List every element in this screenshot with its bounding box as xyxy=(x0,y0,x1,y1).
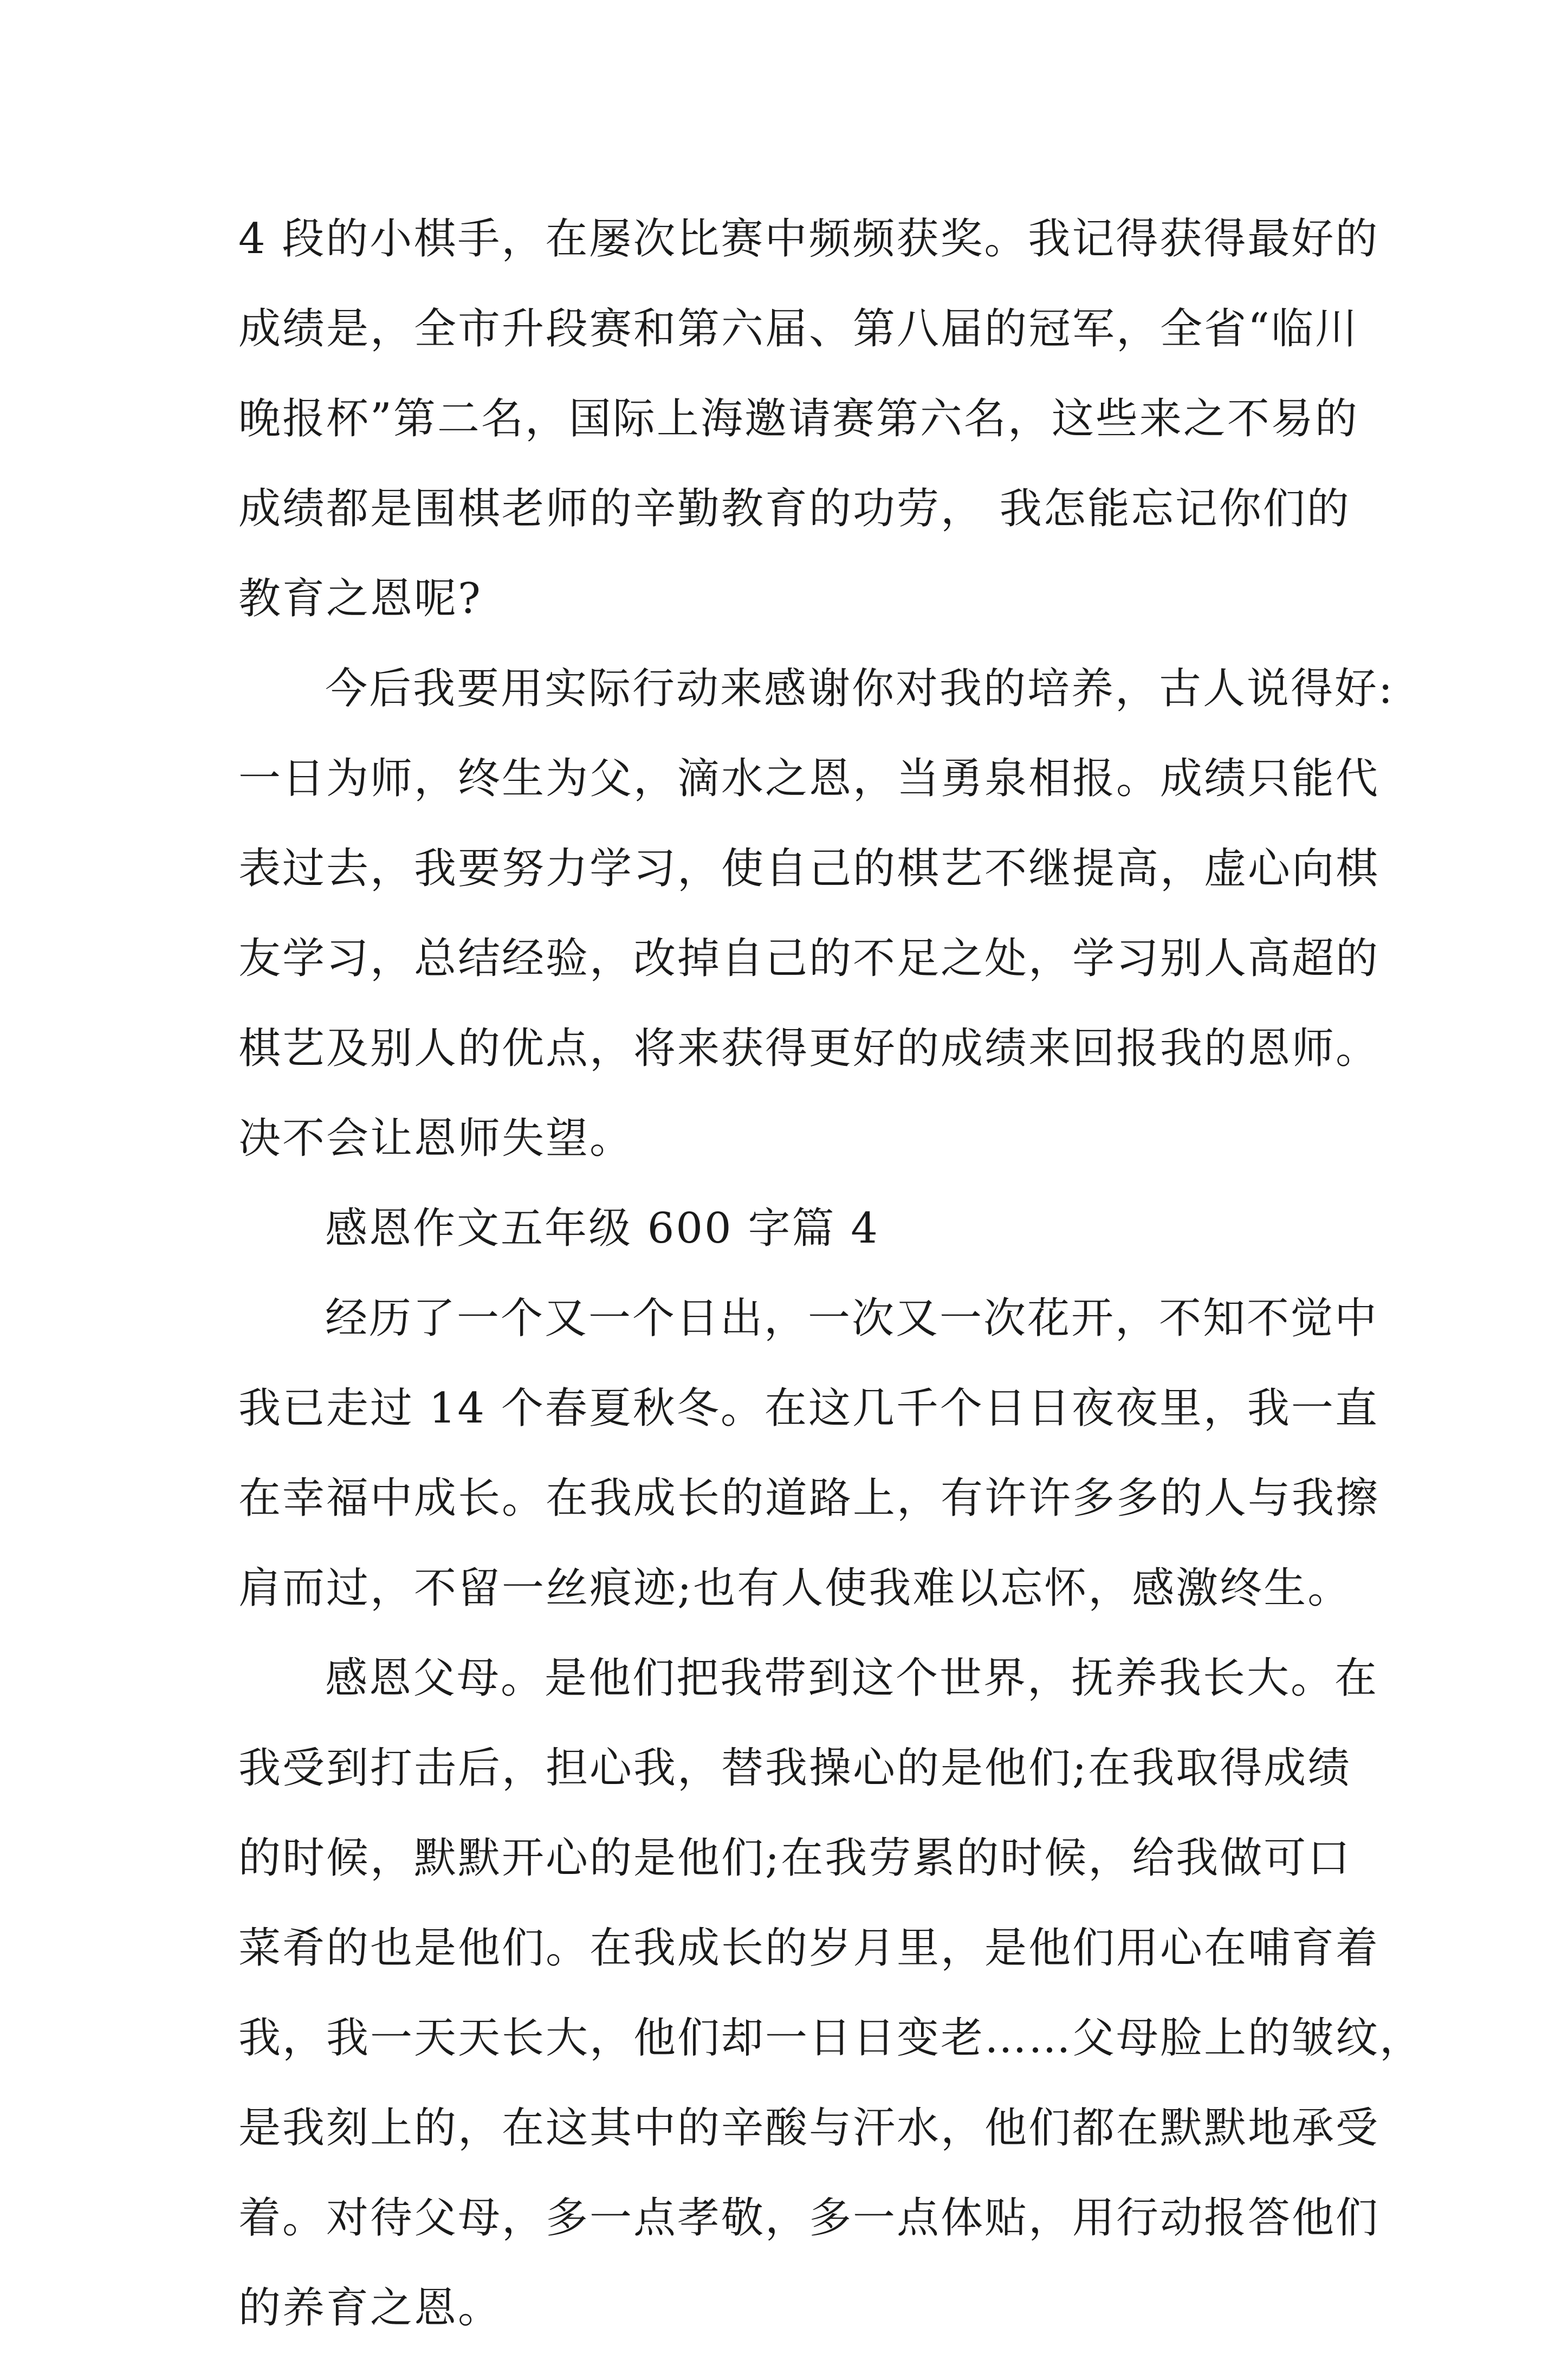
text-line: 着。对待父母，多一点孝敬，多一点体贴，用行动报答他们 xyxy=(238,2194,1380,2242)
text-line: 表过去，我要努力学习，使自己的棋艺不继提高，虚心向棋 xyxy=(238,844,1380,893)
text-line: 成绩是，全市升段赛和第六届、第八届的冠军，全省“临川 xyxy=(238,305,1359,353)
text-line: 的时候，默默开心的是他们;在我劳累的时候，给我做可口 xyxy=(238,1834,1352,1883)
text-line: 的养育之恩。 xyxy=(238,2284,502,2332)
paragraph-start-line: 今后我要用实际行动来感谢你对我的培养，古人说得好: xyxy=(325,664,1395,713)
text-line: 棋艺及别人的优点，将来获得更好的成绩来回报我的恩师。 xyxy=(238,1024,1380,1073)
paragraph-start-line: 经历了一个又一个日出，一次又一次花开，不知不觉中 xyxy=(325,1294,1379,1343)
text-line: 我已走过 14 个春夏秋冬。在这几千个日日夜夜里，我一直 xyxy=(238,1384,1379,1433)
text-line: 晚报杯”第二名，国际上海邀请赛第六名，这些来之不易的 xyxy=(238,395,1359,443)
text-line: 在幸福中成长。在我成长的道路上，有许许多多的人与我擦 xyxy=(238,1474,1380,1523)
text-line: 是我刻上的，在这其中的辛酸与汗水，他们都在默默地承受 xyxy=(238,2104,1380,2152)
text-line: 菜肴的也是他们。在我成长的岁月里，是他们用心在哺育着 xyxy=(238,1924,1380,1973)
text-line: 决不会让恩师失望。 xyxy=(238,1114,634,1163)
text-line: 我受到打击后，担心我，替我操心的是他们;在我取得成绩 xyxy=(238,1744,1352,1793)
text-line: 肩而过，不留一丝痕迹;也有人使我难以忘怀，感激终生。 xyxy=(238,1564,1352,1613)
text-line: 教育之恩呢? xyxy=(238,574,482,623)
text-line: 一日为师，终生为父，滴水之恩，当勇泉相报。成绩只能代 xyxy=(238,754,1380,803)
text-line: 成绩都是围棋老师的辛勤教育的功劳， 我怎能忘记你们的 xyxy=(238,484,1351,533)
section-heading: 感恩作文五年级 600 字篇 4 xyxy=(325,1204,879,1253)
paragraph-start-line: 感恩父母。是他们把我带到这个世界，抚养我长大。在 xyxy=(325,1654,1379,1703)
document-body xyxy=(238,194,1424,2353)
text-line: 我，我一天天长大，他们却一日日变老……父母脸上的皱纹， xyxy=(238,2014,1424,2063)
text-line: 友学习，总结经验，改掉自己的不足之处，学习别人高超的 xyxy=(238,934,1380,983)
text-line: 4 段的小棋手，在屡次比赛中频频获奖。我记得获得最好的 xyxy=(238,215,1379,263)
